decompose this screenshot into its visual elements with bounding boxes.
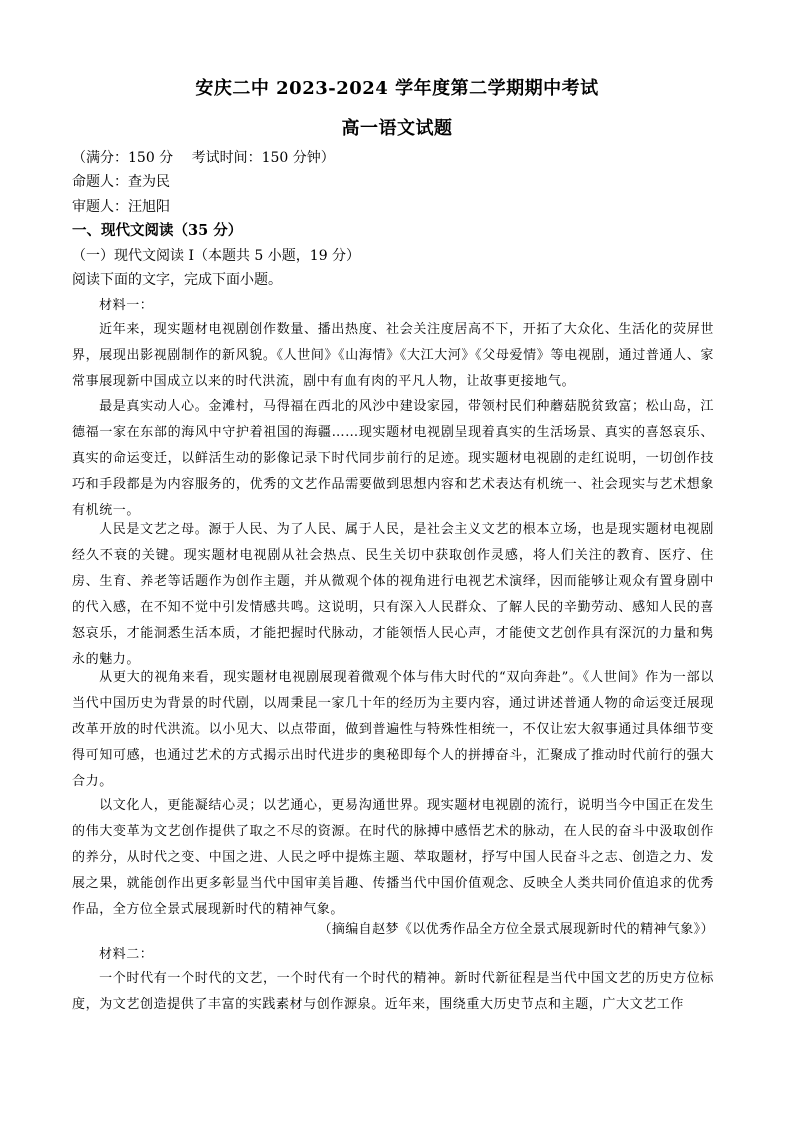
material-two-label: 材料二： bbox=[99, 947, 154, 962]
reviewer-line: 审题人：汪旭阳 bbox=[72, 199, 170, 215]
score-time-info: （满分：150 分 考试时间：150 分钟） bbox=[72, 150, 335, 166]
material-two-paragraph: 一个时代有一个时代的文艺，一个时代有一个时代的精神。新时代新征程是当代中国文艺的历史方位标度，为文艺创造提供了丰富的实践素材与创作源泉。近年来，围绕重大历史节点和主题，广大文艺工作 bbox=[72, 971, 714, 1012]
material-one-paragraph: 从更大的视角来看，现实题材电视剧展现着微观个体与伟大时代的“双向奔赴”。《人世间》作为一部以当代中国历史为背景的时代剧，以周秉昆一家几十年的经历为主要内容，通过讲述普通人物的命运变迁展现改革开放的时代洪流。以小见大、以点带面，做到普遍性与特殊性相统一，不仅让宏大叙事通过具体细节变得可知可感，也通过艺术的方式揭示出时代进步的奥秘即每个人的拼搏奋斗，汇聚成了推动时代前行的强大合力。 bbox=[72, 670, 714, 789]
material-one-paragraph: 以文化人，更能凝结心灵；以艺通心，更易沟通世界。现实题材电视剧的流行，说明当今中国正在发生的伟大变革为文艺创作提供了取之不尽的资源。在时代的脉搏中感悟艺术的脉动，在人民的奋斗中汲取创作的养分，从时代之变、中国之进、人民之呼中提炼主题、萃取题材，抒写中国人民奋斗之志、创造之力、发展之果，就能创作出更多彰显当代中国审美旨趣、传播当代中国价值观念、反映全人类共同价值追求的优秀作品，全方位全景式展现新时代的精神气象。 bbox=[72, 798, 714, 917]
exam-subtitle: 高一语文试题 bbox=[341, 118, 453, 139]
section-heading: 一、现代文阅读（35 分） bbox=[72, 222, 243, 239]
material-one-label: 材料一： bbox=[99, 298, 154, 313]
part-heading: （一）现代文阅读 I（本题共 5 小题，19 分） bbox=[72, 248, 361, 264]
material-one-paragraph: 近年来，现实题材电视剧创作数量、播出热度、社会关注度居高不下，开拓了大众化、生活化的荧屏世界，展现出影视剧制作的新风貌。《人世间》《山海情》《大江大河》《父母爱情》等电视剧，通过普通人、家常事展现新中国成立以来的时代洪流，剧中有血有肉的平凡人物，让故事更接地气。 bbox=[72, 322, 714, 389]
author-line: 命题人：查为民 bbox=[72, 174, 170, 190]
reading-instruction: 阅读下面的文字，完成下面小题。 bbox=[72, 272, 282, 288]
material-one-paragraph: 人民是文艺之母。源于人民、为了人民、属于人民，是社会主义文艺的根本立场，也是现实题材电视剧经久不衰的关键。现实题材电视剧从社会热点、民生关切中获取创作灵感，将人们关注的教育、医疗、住房、生育、养老等话题作为创作主题，并从微观个体的视角进行电视艺术演绎，因而能够让观众有置身剧中的代入感，在不知不觉中引发情感共鸣。这说明，只有深入人民群众、了解人民的辛勤劳动、感知人民的喜怒哀乐，才能洞悉生活本质，才能把握时代脉动，才能领悟人民心声，才能使文艺创作具有深沉的力量和隽永的魅力。 bbox=[72, 522, 714, 667]
material-one-paragraph: 最是真实动人心。金滩村，马得福在西北的风沙中建设家园，带领村民们种蘑菇脱贫致富；松山岛，江德福一家在东部的海风中守护着祖国的海疆……现实题材电视剧呈现着真实的生活场景、真实的喜怒哀乐、真实的命运变迁，以鲜活生动的影像记录下时代同步前行的足迹。现实题材电视剧的走红说明，一切创作技巧和手段都是为内容服务的，优秀的文艺作品需要做到思想内容和艺术表达有机统一、社会现实与艺术想象有机统一。 bbox=[72, 399, 714, 518]
exam-title: 安庆二中 2023-2024 学年度第二学期期中考试 bbox=[195, 78, 599, 99]
material-one-source: （摘编自赵梦《以优秀作品全方位全景式展现新时代的精神气象》） bbox=[318, 922, 714, 937]
